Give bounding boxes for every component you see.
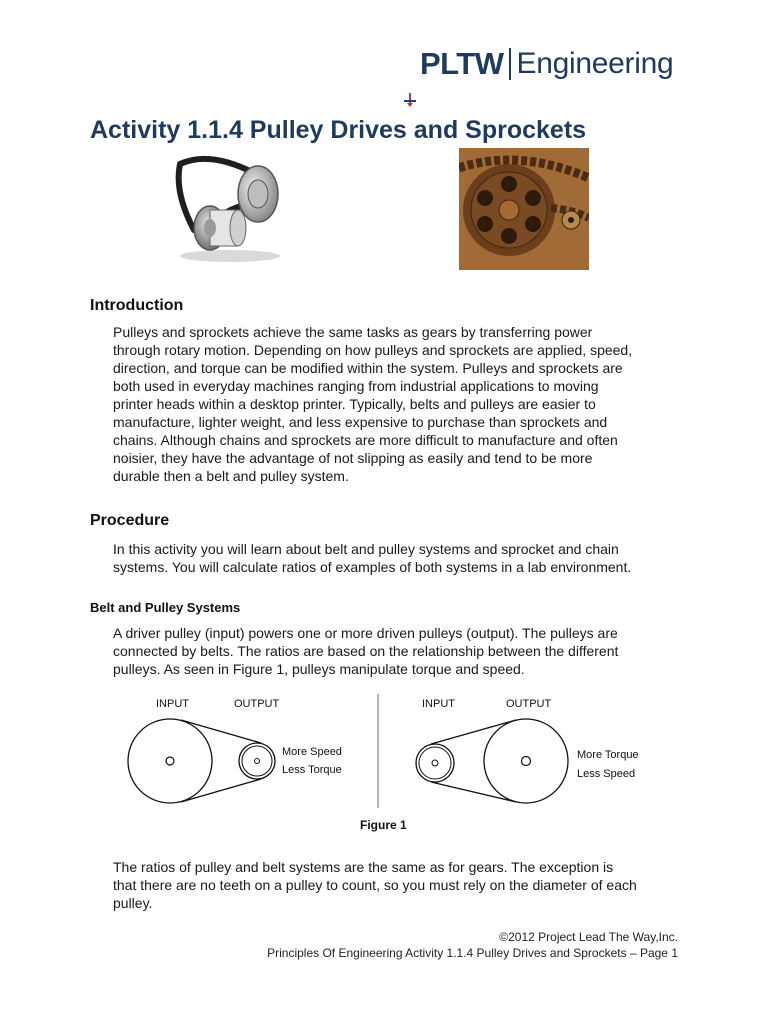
left-input-pulley: [128, 719, 212, 803]
introduction-paragraph: [113, 323, 713, 485]
intro-line: both used in everyday machines ranging from industrial applications to moving: [113, 378, 599, 394]
ratio-line: pulley.: [113, 895, 153, 911]
belt-pulley-line: A driver pulley (input) powers one or more driven pulleys (output). The pulleys are: [113, 625, 618, 641]
right-effect-2: Less Speed: [577, 768, 636, 780]
left-output-pulley: [239, 743, 275, 779]
pltw-engineering-logo: [420, 44, 673, 84]
procedure-line: systems. You will calculate ratios of examples of both systems in a lab environment.: [113, 559, 632, 575]
right-effect-1: More Torque: [577, 749, 639, 761]
intro-line: direction, and torque can be modified within the system. Pulleys and sprockets are: [113, 360, 623, 376]
logo-engineering-text: Engineering: [516, 47, 674, 80]
right-input-label: INPUT: [422, 698, 455, 710]
belt-pulley-heading: Belt and Pulley Systems: [90, 600, 241, 615]
left-input-label: INPUT: [156, 698, 189, 710]
pulley-belt-photo: [170, 152, 288, 264]
belt-pulley-line: connected by belts. The ratios are based on the relationship between the different: [113, 643, 619, 659]
footer-copyright: ©2012 Project Lead The Way,Inc.: [499, 930, 678, 944]
figure-1-caption: Figure 1: [360, 818, 407, 832]
left-effect-1: More Speed: [282, 746, 342, 758]
ratio-line: The ratios of pulley and belt systems are the same as for gears. The exception is: [113, 859, 614, 875]
intro-line: through rotary motion. Depending on how pulleys and sprockets are applied, speed,: [113, 342, 633, 358]
intro-line: manufacture, lighter weight, and less expensive to purchase than sprockets and: [113, 414, 608, 430]
introduction-heading: Introduction: [90, 297, 184, 314]
intro-line: noisier, they have the advantage of not slipping as easily and tend to be more: [113, 450, 593, 466]
right-belt-bottom: [431, 782, 516, 802]
anchor-icon: [402, 92, 418, 108]
procedure-paragraph: [113, 540, 713, 576]
ratio-line: that there are no teeth on a pulley to count, so you must rely on the diameter of each: [113, 877, 637, 893]
right-belt-top: [431, 720, 516, 744]
left-belt-bottom: [181, 779, 261, 802]
intro-line: durable then a belt and pulley system.: [113, 468, 349, 484]
belt-pulley-line: pulleys. As seen in Figure 1, pulleys manipulate torque and speed.: [113, 661, 525, 677]
pulley-ratio-paragraph: [113, 858, 713, 912]
procedure-line: In this activity you will learn about belt and pulley systems and sprocket and chain: [113, 541, 619, 557]
right-pulley-system: [416, 698, 639, 803]
page-title: Activity 1.1.4 Pulley Drives and Sprockets: [90, 116, 587, 144]
intro-line: chains. Although chains and sprockets are more difficult to manufacture and often: [113, 432, 618, 448]
footer-page-line: Principles Of Engineering Activity 1.1.4 Pulley Drives and Sprockets – Page 1: [267, 946, 678, 960]
belt-pulley-paragraph: [113, 624, 713, 678]
left-belt-top: [181, 720, 261, 743]
intro-line: Pulleys and sprockets achieve the same tasks as gears by transferring power: [113, 324, 593, 340]
figure-1-pulley-diagram: [110, 692, 670, 838]
intro-line: printer heads within a desktop printer. Typically, belts and pulleys are easier to: [113, 396, 596, 412]
right-output-pulley: [484, 719, 568, 803]
logo-divider: [509, 48, 511, 80]
logo-pltw-text: PLTW: [420, 46, 504, 81]
left-effect-2: Less Torque: [282, 764, 342, 776]
right-output-label: OUTPUT: [506, 698, 552, 710]
procedure-heading: Procedure: [90, 512, 170, 529]
right-input-pulley: [416, 744, 454, 782]
left-output-label: OUTPUT: [234, 698, 280, 710]
sprocket-chain-photo: [459, 148, 589, 270]
left-pulley-system: [128, 698, 342, 803]
